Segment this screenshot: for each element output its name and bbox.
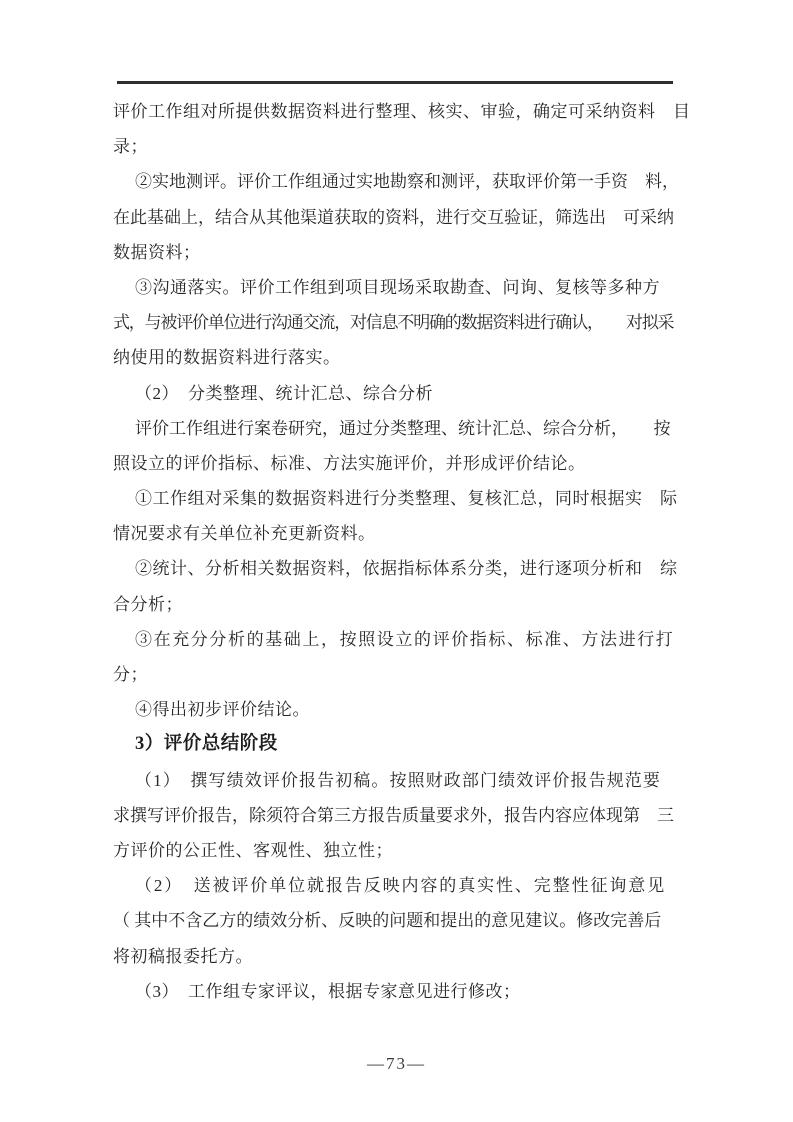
text-line: 情况要求有关单位补充更新资料。 xyxy=(113,524,376,544)
text-line: ②统计、分析相关数据资料，依据指标体系分类，进行逐项分析和 综 xyxy=(135,559,678,579)
text-line: 将初稿报委托方。 xyxy=(113,946,253,966)
text-line: 照设立的评价指标、标准、方法实施评价，并形成评价结论。 xyxy=(113,453,586,473)
text-line: 式，与被评价单位进行沟通交流，对信息不明确的数据资料进行确认， 对拟采 xyxy=(113,313,674,333)
text-line: ③在充分分析的基础上，按照设立的评价指标、标准、方法进行打 xyxy=(135,629,675,649)
text-line: 在此基础上，结合从其他渠道获取的资料，进行交互验证，筛选出 可采纳 xyxy=(113,207,674,227)
text-line: ③沟通落实。评价工作组到项目现场采取勘查、问询、复核等多种方 xyxy=(135,277,660,297)
text-line: 分； xyxy=(113,665,148,684)
text-line: ①工作组对采集的数据资料进行分类整理、复核汇总，同时根据实 际 xyxy=(135,489,678,509)
text-line: 数据资料； xyxy=(113,242,201,262)
text-line: （ 其中不含乙方的绩效分析、反映的问题和提出的意见建议。修改完善后 xyxy=(113,911,662,931)
text-body xyxy=(113,94,691,1009)
text-line: 合分析； xyxy=(113,594,183,614)
subsection-label: （2） 分类整理、统计汇总、综合分析 xyxy=(135,383,433,403)
section-heading: 3）评价总结阶段 xyxy=(135,734,278,755)
header-rule xyxy=(117,81,673,84)
text-line: ②实地测评。评价工作组通过实地勘察和测评，获取评价第一手资 料， xyxy=(135,172,679,192)
text-line: （1） 撰写绩效评价报告初稿。按照财政部门绩效评价报告规范要 xyxy=(135,770,661,790)
text-line: 求撰写评价报告，除须符合第三方报告质量要求外，报告内容应体现第 三 xyxy=(113,805,674,825)
text-line: 评价工作组对所提供数据资料进行整理、核实、审验，确定可采纳资料 目 xyxy=(113,102,691,121)
text-line: （2） 送被评价单位就报告反映内容的真实性、完整性征询意见 xyxy=(135,876,667,896)
page-number: —73— xyxy=(367,1054,426,1073)
text-line: 评价工作组进行案卷研究，通过分类整理、统计汇总、综合分析， 按 xyxy=(135,418,671,438)
text-line: 纳使用的数据资料进行落实。 xyxy=(113,348,341,368)
text-line: 方评价的公正性、客观性、独立性； xyxy=(113,840,393,860)
text-line: （3） 工作组专家评议，根据专家意见进行修改； xyxy=(135,981,521,1001)
text-line: 录； xyxy=(113,137,148,157)
text-line: ④得出初步评价结论。 xyxy=(135,700,310,720)
